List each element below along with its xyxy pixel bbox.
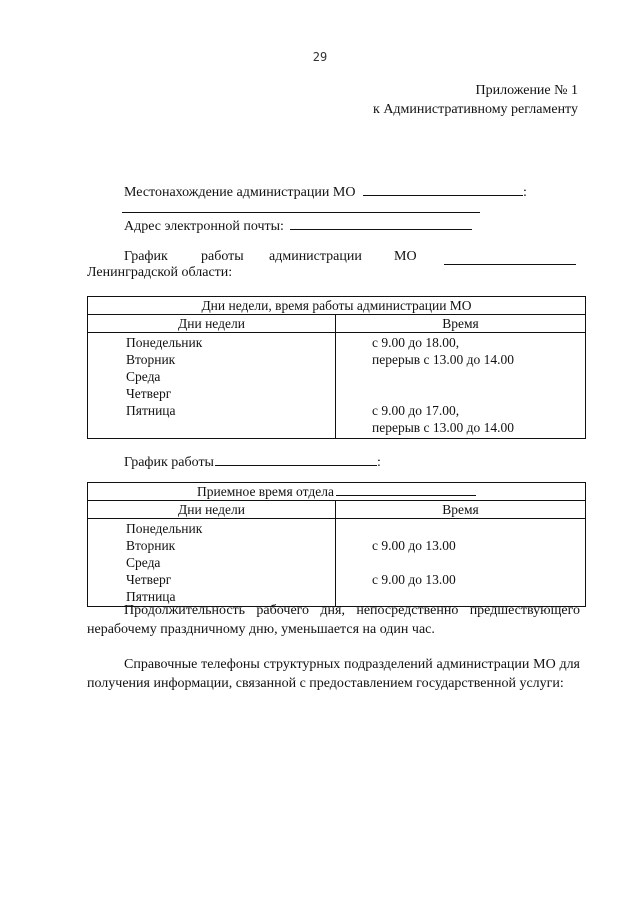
email-line: [124, 216, 472, 235]
schedule2-label: График работы: [124, 455, 214, 470]
appendix-heading: [373, 81, 578, 119]
email-label: Адрес электронной почты:: [124, 219, 284, 234]
reception-times-cell: [336, 519, 586, 607]
location-label: Местонахождение администрации МО: [124, 185, 356, 200]
schedule-word-4: МО: [394, 249, 417, 264]
reference-phones-paragraph: Справочные телефоны структурных подразделений администрации МО для получения информации, связанной с предоставлением государственной услуги:: [87, 657, 580, 691]
reception-time-wed: [372, 554, 585, 571]
email-blank: [290, 216, 472, 230]
reception-time-mon: [372, 520, 585, 537]
location-suffix: :: [522, 185, 527, 200]
reception-time-tue: с 9.00 до 13.00: [372, 538, 456, 553]
schedule-word-3: администрации: [269, 249, 362, 264]
location-line: [124, 182, 527, 201]
work-hours-table: [87, 296, 586, 439]
appendix-line-2: к Административному регламенту: [373, 102, 578, 117]
appendix-line-1: Приложение № 1: [475, 83, 578, 98]
work-time-3: [372, 368, 585, 385]
work-day-tue: Вторник: [126, 352, 176, 367]
work-hours-days-cell: [88, 333, 336, 439]
reception-day-wed: Среда: [126, 555, 161, 570]
reception-time-thu: с 9.00 до 13.00: [372, 572, 456, 587]
work-day-wed: Среда: [126, 369, 161, 384]
work-time-1: с 9.00 до 18.00,: [372, 335, 460, 350]
work-day-thu: Четверг: [126, 386, 172, 401]
work-hours-col-time: Время: [336, 315, 586, 333]
work-hours-table-title: Дни недели, время работы администрации МО: [88, 297, 586, 315]
schedule2-suffix: :: [376, 455, 381, 470]
schedule-word-2: работы: [201, 249, 244, 264]
reception-day-thu: Четверг: [126, 572, 172, 587]
reception-table-title-cell: [88, 483, 586, 501]
reception-table-title: Приемное время отдела: [197, 484, 334, 499]
reception-col-days: Дни недели: [88, 501, 336, 519]
schedule2-line: [124, 452, 381, 471]
work-day-fri: Пятница: [126, 403, 176, 418]
schedule2-blank: [215, 452, 377, 466]
shortened-day-paragraph: Продолжительность рабочего дня, непосредственно предшествующего нерабочему праздничному дню, уменьшается на один час.: [87, 603, 580, 637]
reception-days-cell: [88, 519, 336, 607]
location-continuation-rule: [122, 212, 480, 213]
work-time-5: с 9.00 до 17.00,: [372, 403, 460, 418]
work-day-mon: Понедельник: [126, 335, 203, 350]
schedule-blank: [444, 251, 576, 265]
work-time-6: перерыв с 13.00 до 14.00: [372, 420, 515, 435]
schedule-intro-line-2: Ленинградской области:: [87, 265, 233, 280]
work-hours-times-cell: [336, 333, 586, 439]
work-hours-col-days: Дни недели: [88, 315, 336, 333]
reception-title-blank: [336, 483, 476, 496]
reception-day-mon: Понедельник: [126, 521, 203, 536]
work-time-4: [372, 385, 585, 402]
location-blank: [363, 182, 523, 196]
reception-col-time: Время: [336, 501, 586, 519]
page-number: 29: [312, 50, 328, 64]
reception-day-tue: Вторник: [126, 538, 176, 553]
reception-hours-table: [87, 482, 586, 607]
work-time-2: перерыв с 13.00 до 14.00: [372, 352, 515, 367]
reception-day-fri: Пятница: [126, 589, 176, 604]
schedule-word-1: График: [124, 249, 168, 264]
